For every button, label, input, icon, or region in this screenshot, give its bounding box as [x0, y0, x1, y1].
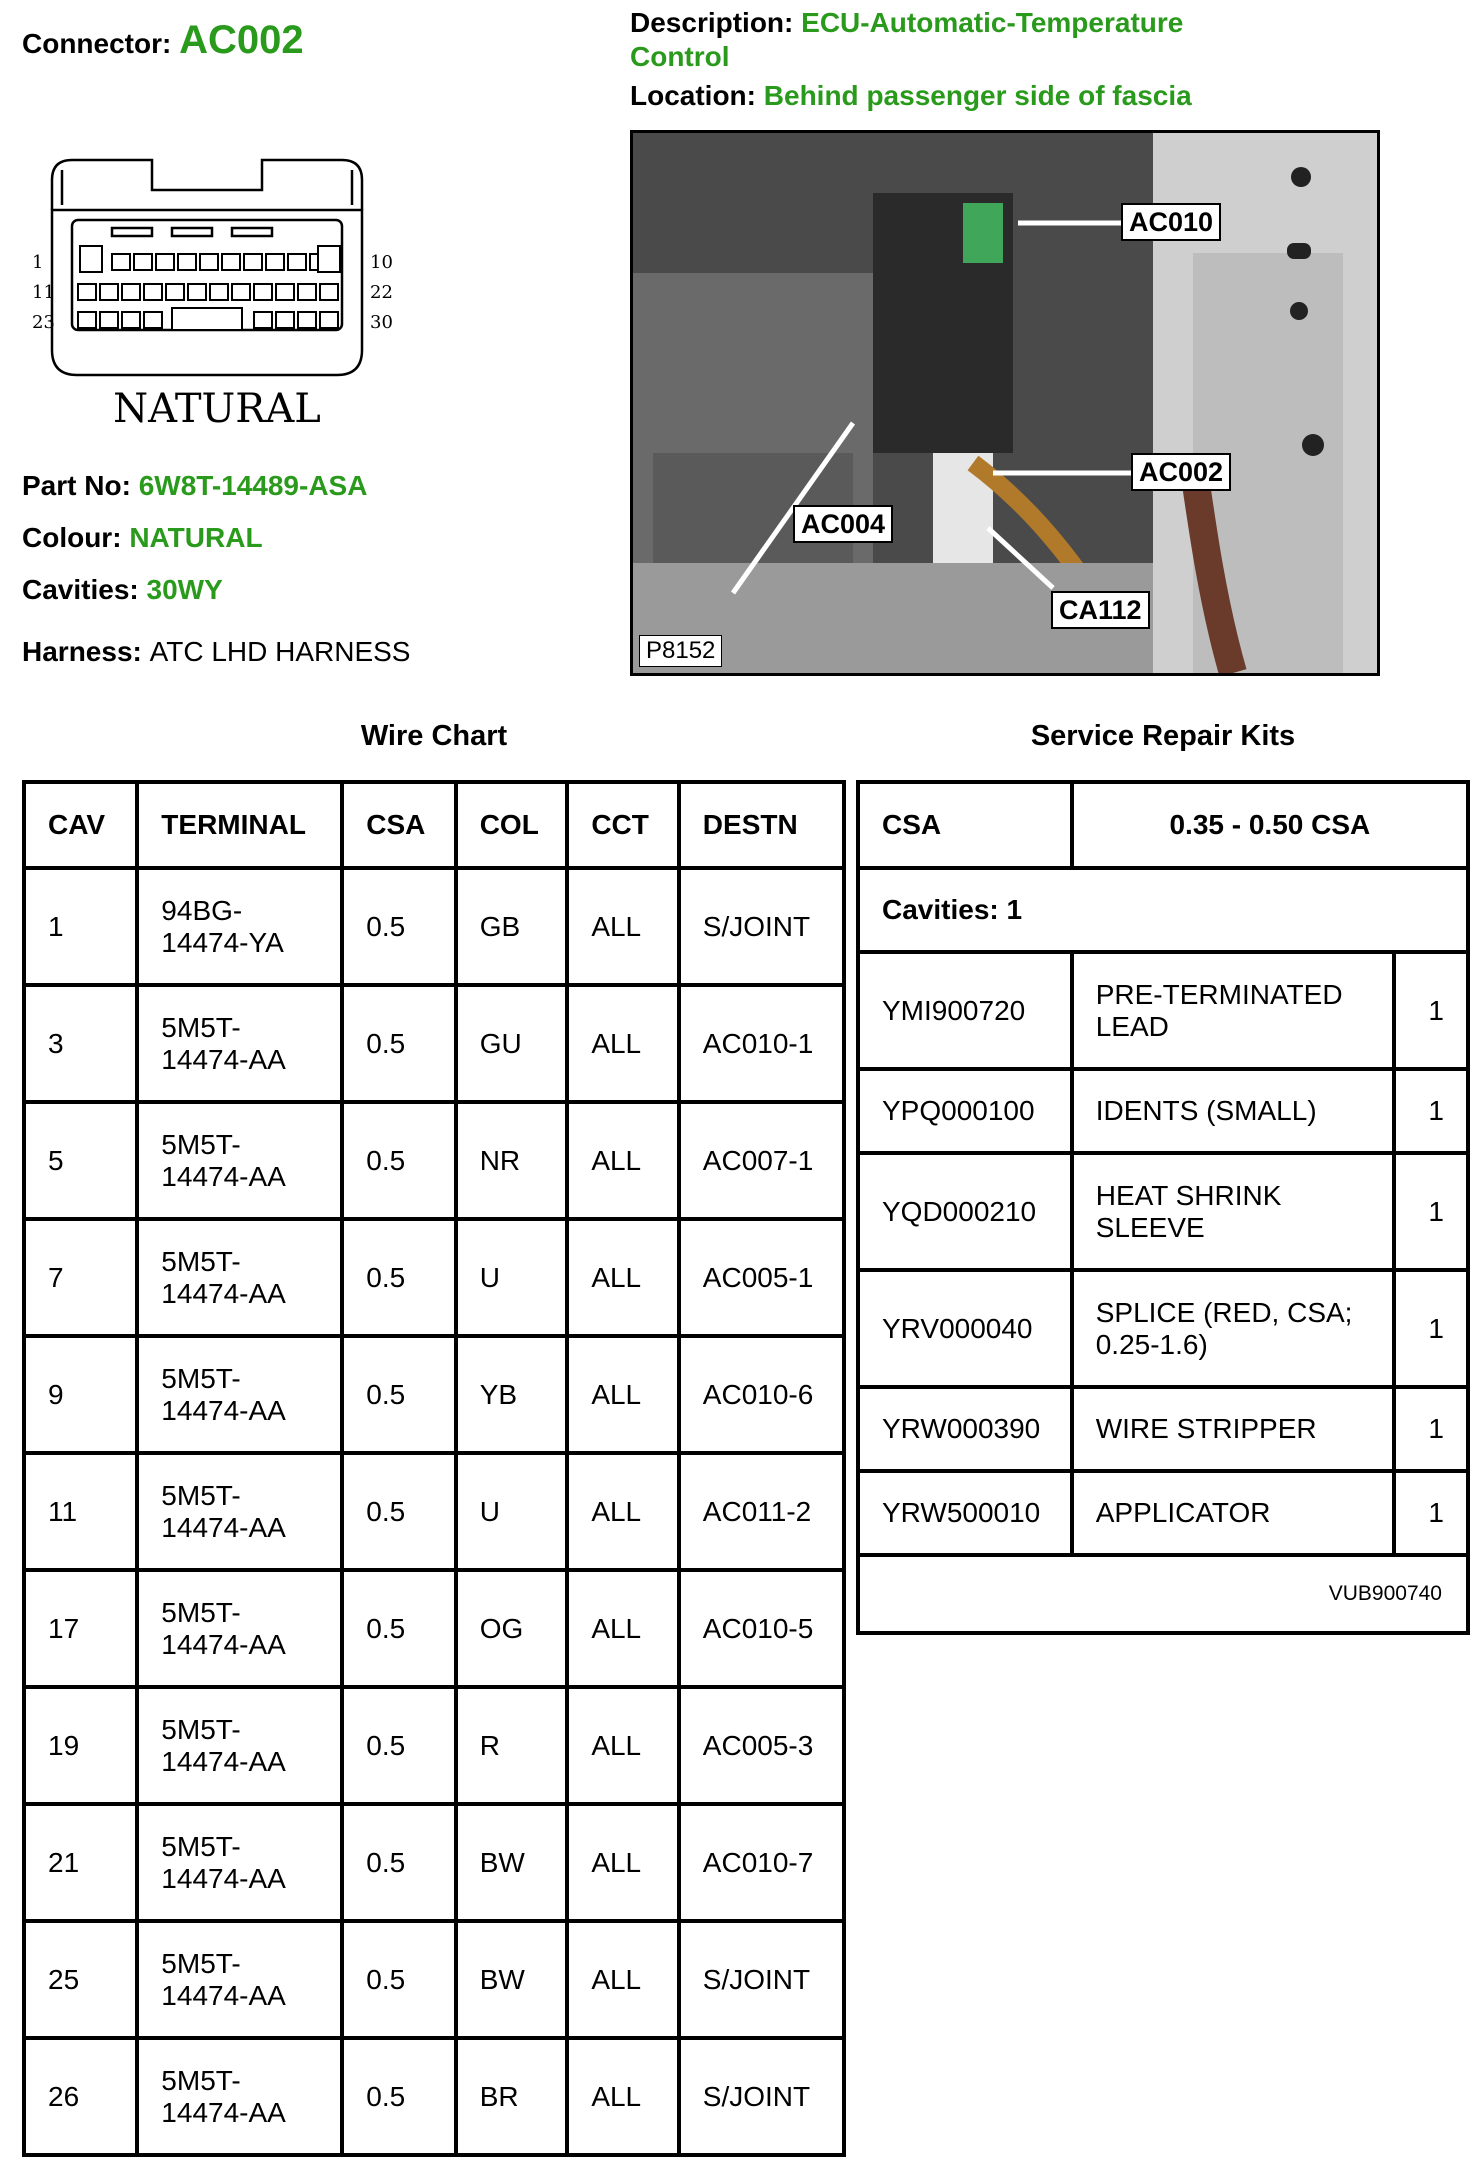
- cct-cell: ALL: [567, 985, 678, 1102]
- table-row: [24, 1102, 844, 1219]
- cav-cell: 9: [24, 1336, 137, 1453]
- kit-description: WIRE STRIPPER: [1072, 1387, 1395, 1471]
- kit-qty: 1: [1394, 1387, 1468, 1471]
- cav-cell: 17: [24, 1570, 137, 1687]
- destn-cell: AC010-5: [679, 1570, 844, 1687]
- description-heading: [630, 6, 1190, 74]
- connector-value: AC002: [179, 18, 304, 62]
- csa-cell: 0.5: [342, 1804, 455, 1921]
- cct-cell: ALL: [567, 1804, 678, 1921]
- csa-cell: 0.5: [342, 2038, 455, 2155]
- col-cell: U: [456, 1453, 568, 1570]
- list-item: [858, 1153, 1468, 1270]
- connector-heading: [22, 18, 304, 63]
- table-row: [24, 868, 844, 985]
- location-value: Behind passenger side of fascia: [763, 80, 1192, 111]
- kit-qty: 1: [1394, 952, 1468, 1069]
- colour-line: [22, 522, 263, 554]
- photo-reference: P8152: [639, 635, 722, 667]
- description-value: ECU-Automatic-Temperature Control: [630, 7, 1184, 72]
- table-row: [24, 985, 844, 1102]
- terminal-cell: 94BG-14474-YA: [137, 868, 342, 985]
- kit-part-no: YPQ000100: [858, 1069, 1072, 1153]
- connector-label: Connector:: [22, 28, 172, 59]
- terminal-cell: 5M5T-14474-AA: [137, 1453, 342, 1570]
- cavities-line: [22, 574, 223, 606]
- harness-line: [22, 636, 410, 668]
- cct-cell: ALL: [567, 1453, 678, 1570]
- pin-label: 22: [370, 282, 393, 303]
- kit-description: APPLICATOR: [1072, 1471, 1395, 1555]
- terminal-cell: 5M5T-14474-AA: [137, 1804, 342, 1921]
- cav-cell: 11: [24, 1453, 137, 1570]
- terminal-cell: 5M5T-14474-AA: [137, 1921, 342, 2038]
- repair-kits-table: [856, 780, 1470, 1635]
- terminal-cell: 5M5T-14474-AA: [137, 1570, 342, 1687]
- terminal-cell: 5M5T-14474-AA: [137, 1336, 342, 1453]
- cav-cell: 1: [24, 868, 137, 985]
- kit-footer-code: VUB900740: [858, 1555, 1468, 1633]
- location-heading: [630, 80, 1192, 112]
- wire-chart-header-row: [24, 782, 844, 868]
- csa-cell: 0.5: [342, 1219, 455, 1336]
- list-item: [858, 1387, 1468, 1471]
- destn-cell: AC010-6: [679, 1336, 844, 1453]
- harness-value: ATC LHD HARNESS: [149, 636, 411, 667]
- csa-cell: 0.5: [342, 985, 455, 1102]
- location-label: Location:: [630, 80, 756, 111]
- header-col: COL: [456, 782, 568, 868]
- kit-part-no: YRV000040: [858, 1270, 1072, 1387]
- part-no-label: Part No:: [22, 470, 131, 501]
- table-row: [24, 1219, 844, 1336]
- part-no-line: [22, 470, 367, 502]
- col-cell: NR: [456, 1102, 568, 1219]
- cav-cell: 19: [24, 1687, 137, 1804]
- kit-description: SPLICE (RED, CSA; 0.25-1.6): [1072, 1270, 1395, 1387]
- col-cell: BW: [456, 1804, 568, 1921]
- destn-cell: S/JOINT: [679, 2038, 844, 2155]
- kit-qty: 1: [1394, 1471, 1468, 1555]
- pin-label: 30: [370, 312, 393, 333]
- header-destn: DESTN: [679, 782, 844, 868]
- table-row: [24, 1921, 844, 2038]
- col-cell: BR: [456, 2038, 568, 2155]
- kit-header-csa: CSA: [858, 782, 1072, 868]
- cct-cell: ALL: [567, 1687, 678, 1804]
- cav-cell: 21: [24, 1804, 137, 1921]
- repair-kits-title: Service Repair Kits: [1030, 720, 1296, 752]
- kit-header-range: 0.35 - 0.50 CSA: [1072, 782, 1468, 868]
- kit-part-no: YRW500010: [858, 1471, 1072, 1555]
- kit-header-row: [858, 782, 1468, 868]
- harness-label: Harness:: [22, 636, 142, 667]
- callout-ac002: AC002: [1131, 453, 1231, 491]
- pin-label: 1: [32, 252, 44, 273]
- connector-color-caption: NATURAL: [113, 386, 321, 432]
- location-photo-illustration: [633, 133, 1377, 673]
- pin-labels-left: [32, 248, 55, 338]
- list-item: [858, 1270, 1468, 1387]
- kit-part-no: YMI900720: [858, 952, 1072, 1069]
- csa-cell: 0.5: [342, 1336, 455, 1453]
- kit-cavities-row: [858, 868, 1468, 952]
- cct-cell: ALL: [567, 1570, 678, 1687]
- kit-description: HEAT SHRINK SLEEVE: [1072, 1153, 1395, 1270]
- pin-labels-right: [370, 248, 393, 338]
- csa-cell: 0.5: [342, 1921, 455, 2038]
- kit-cavities: Cavities: 1: [858, 868, 1468, 952]
- cav-cell: 26: [24, 2038, 137, 2155]
- table-row: [24, 1570, 844, 1687]
- table-row: [24, 1453, 844, 1570]
- terminal-cell: 5M5T-14474-AA: [137, 1102, 342, 1219]
- header-cav: CAV: [24, 782, 137, 868]
- kit-description: IDENTS (SMALL): [1072, 1069, 1395, 1153]
- pin-label: 23: [32, 312, 55, 333]
- list-item: [858, 952, 1468, 1069]
- destn-cell: AC011-2: [679, 1453, 844, 1570]
- callout-ca112: CA112: [1051, 591, 1150, 629]
- terminal-cell: 5M5T-14474-AA: [137, 1687, 342, 1804]
- description-label: Description:: [630, 7, 794, 38]
- cav-cell: 7: [24, 1219, 137, 1336]
- cavities-label: Cavities:: [22, 574, 139, 605]
- cavities-value: 30WY: [146, 574, 223, 605]
- col-cell: YB: [456, 1336, 568, 1453]
- cav-cell: 3: [24, 985, 137, 1102]
- kit-part-no: YQD000210: [858, 1153, 1072, 1270]
- csa-cell: 0.5: [342, 1570, 455, 1687]
- connector-face-diagram: [22, 150, 412, 440]
- list-item: [858, 1069, 1468, 1153]
- destn-cell: S/JOINT: [679, 868, 844, 985]
- col-cell: GB: [456, 868, 568, 985]
- part-no-value: 6W8T-14489-ASA: [138, 470, 368, 501]
- destn-cell: AC005-1: [679, 1219, 844, 1336]
- table-row: [24, 1336, 844, 1453]
- destn-cell: AC007-1: [679, 1102, 844, 1219]
- kit-qty: 1: [1394, 1153, 1468, 1270]
- col-cell: BW: [456, 1921, 568, 2038]
- terminal-cell: 5M5T-14474-AA: [137, 2038, 342, 2155]
- terminal-cell: 5M5T-14474-AA: [137, 985, 342, 1102]
- kit-footer-row: [858, 1555, 1468, 1633]
- col-cell: U: [456, 1219, 568, 1336]
- list-item: [858, 1471, 1468, 1555]
- cct-cell: ALL: [567, 1219, 678, 1336]
- col-cell: R: [456, 1687, 568, 1804]
- pin-label: 10: [370, 252, 393, 273]
- destn-cell: AC005-3: [679, 1687, 844, 1804]
- location-photo: [630, 130, 1380, 676]
- pin-label: 11: [32, 282, 55, 303]
- table-row: [24, 2038, 844, 2155]
- kit-qty: 1: [1394, 1270, 1468, 1387]
- colour-value: NATURAL: [129, 522, 263, 553]
- table-row: [24, 1804, 844, 1921]
- cct-cell: ALL: [567, 1921, 678, 2038]
- col-cell: GU: [456, 985, 568, 1102]
- destn-cell: AC010-7: [679, 1804, 844, 1921]
- wire-chart-table: [22, 780, 846, 2157]
- kit-description: PRE-TERMINATED LEAD: [1072, 952, 1395, 1069]
- cct-cell: ALL: [567, 868, 678, 985]
- callout-ac004: AC004: [793, 505, 893, 543]
- kit-part-no: YRW000390: [858, 1387, 1072, 1471]
- wire-chart-title: Wire Chart: [360, 720, 508, 752]
- destn-cell: S/JOINT: [679, 1921, 844, 2038]
- kit-qty: 1: [1394, 1069, 1468, 1153]
- cct-cell: ALL: [567, 1336, 678, 1453]
- cct-cell: ALL: [567, 1102, 678, 1219]
- header-cct: CCT: [567, 782, 678, 868]
- cav-cell: 5: [24, 1102, 137, 1219]
- csa-cell: 0.5: [342, 1102, 455, 1219]
- csa-cell: 0.5: [342, 1687, 455, 1804]
- table-row: [24, 1687, 844, 1804]
- csa-cell: 0.5: [342, 1453, 455, 1570]
- header-csa: CSA: [342, 782, 455, 868]
- col-cell: OG: [456, 1570, 568, 1687]
- cct-cell: ALL: [567, 2038, 678, 2155]
- cav-cell: 25: [24, 1921, 137, 2038]
- destn-cell: AC010-1: [679, 985, 844, 1102]
- header-terminal: TERMINAL: [137, 782, 342, 868]
- callout-ac010: AC010: [1121, 203, 1221, 241]
- terminal-cell: 5M5T-14474-AA: [137, 1219, 342, 1336]
- csa-cell: 0.5: [342, 868, 455, 985]
- colour-label: Colour:: [22, 522, 122, 553]
